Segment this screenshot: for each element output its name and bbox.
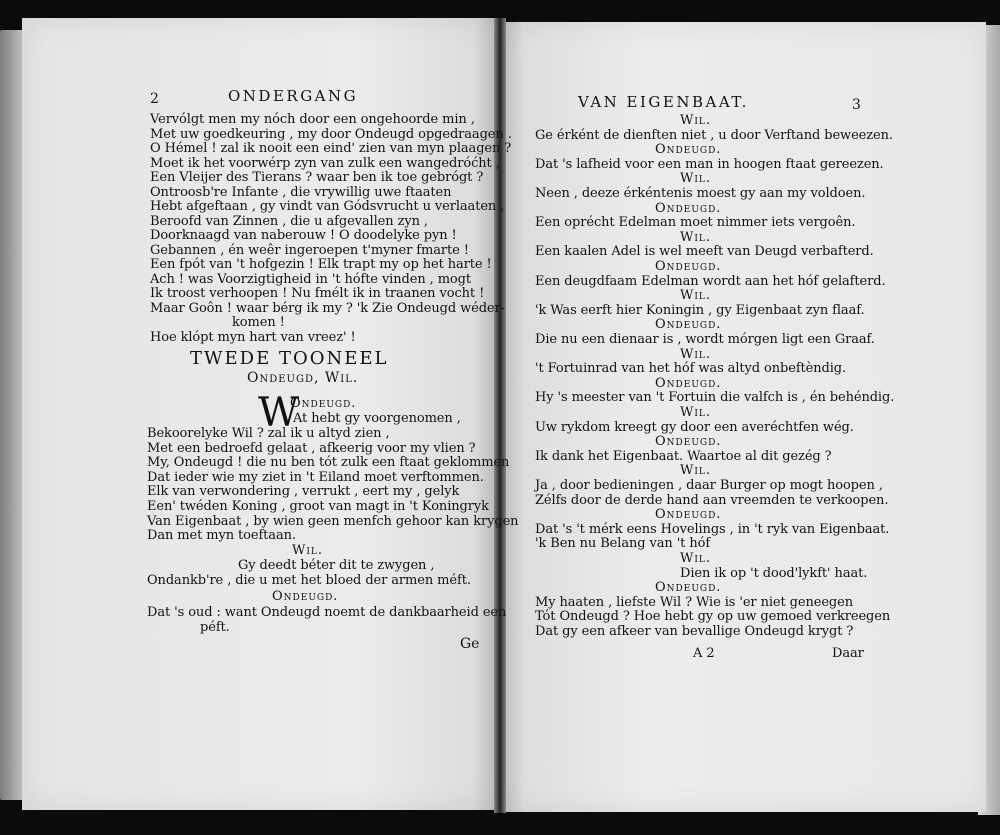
verse-line: Gebannen , én weêr ingeroepen t'myner fmarte ! [150, 242, 469, 258]
verse-line: Dat ieder wie my ziet in 't Eiland moet verftommen. [147, 469, 484, 485]
speaker-label: Wil. [680, 288, 712, 304]
verse-line: Ach ! was Voorzigtigheid in 't hófte vinden , mogt [150, 271, 471, 287]
verse-line: Bekoorelyke Wil ? zal ik u altyd zien , [147, 426, 390, 441]
speaker-label: Ondeugd. [655, 507, 722, 523]
speaker-label: Wil. [680, 405, 712, 420]
verse-line: Dan met myn toeftaan. [147, 528, 296, 544]
verse-line: Met een bedroefd gelaat , afkeerig voor my vlien ? [147, 440, 476, 456]
speaker-label: Ondeugd. [655, 200, 722, 216]
verse-line: Vervólgt men my nóch door een ongehoorde min , [150, 112, 475, 127]
verse-line: Dien ik op 't dood'lykft' haat. [680, 565, 868, 581]
verse-line: Gy deedt béter dit te zwygen , [238, 558, 435, 573]
verse-line: Dat 's lafheid voor een man in hoogen ftaat gereezen. [535, 156, 884, 172]
verse-line: Een' twéden Koning , groot van magt in 't Koningryk [147, 499, 489, 514]
verse-line: Hoe klópt myn hart van vreez' ! [150, 329, 356, 345]
scene-cast: Ondeugd, Wil. [247, 370, 359, 386]
speaker-label: Ondeugd. [655, 317, 722, 333]
verse-line: Elk van verwondering , verrukt , eert my , gelyk [147, 484, 460, 500]
verse-line: Een deugdfaam Edelman wordt aan het hóf gelafterd. [535, 273, 886, 289]
verse-line: Ondankb're , die u met het bloed der armen méft. [147, 573, 471, 588]
speaker-wil: Wil. [292, 543, 324, 558]
verse-line: Dat 's oud : want Ondeugd noemt de dankbaarheid een [147, 605, 507, 620]
verse-line: Ja , door bedieningen , daar Burger op mogt hoopen , [535, 478, 883, 493]
verse-line: 'k Ben nu Belang van 't hóf [535, 536, 711, 552]
verse-line: komen ! [232, 315, 285, 330]
verse-line: Ik troost verhoopen ! Nu fmélt ik in traanen vocht ! [150, 286, 485, 301]
verse-line: My haaten , liefste Wil ? Wie is 'er niet geneegen [535, 594, 854, 610]
verse-line: At hebt gy voorgenomen , [293, 411, 461, 426]
signature-mark: A 2 [693, 646, 715, 661]
verse-line: 't Fortuinrad van het hóf was altyd onbeftèndig. [535, 361, 847, 377]
speaker-label: Ondeugd. [655, 580, 722, 596]
speaker-label: Wil. [680, 113, 712, 128]
speaker-label: Ondeugd. [655, 375, 722, 391]
speaker-label: Wil. [680, 171, 712, 187]
speaker-ondeugd: Ondeugd. [290, 396, 357, 411]
verse-line: péft. [200, 620, 230, 635]
left-page-number: 2 [150, 91, 159, 107]
verse-line: Neen , deeze érkéntenis moest gy aan my voldoen. [535, 186, 866, 201]
verse-line: Zélfs door de derde hand aan vreemden te verkoopen. [535, 492, 889, 508]
scene-title: TWEDE TOONEEL [190, 348, 389, 369]
verse-line: Doorknaagd van naberouw ! O doodelyke pyn ! [150, 228, 457, 243]
speaker-label: Ondeugd. [655, 434, 722, 450]
speaker-ondeugd: Ondeugd. [272, 589, 339, 604]
verse-line: Van Eigenbaat , by wien geen menfch gehoor kan krygen [147, 513, 519, 529]
speaker-label: Wil. [680, 346, 712, 362]
verse-line: Ge érként de dienften niet , u door Verftand beweezen. [535, 127, 893, 143]
verse-line: 'k Was eerft hier Koningin , gy Eigenbaat zyn flaaf. [535, 302, 865, 318]
verse-line: Een oprécht Edelman moet nimmer iets vergoên. [535, 215, 856, 231]
verse-line: Ontroosb're Infante , die vrywillig uwe ftaaten [150, 184, 452, 200]
verse-line: Maar Goôn ! waar bérg ik my ? 'k Zie Ondeugd wéder- [150, 300, 505, 316]
verse-line: Een fpót van 't hofgezin ! Elk trapt my op het harte ! [150, 257, 492, 272]
verse-line: Dat gy een afkeer van bevallige Ondeugd krygt ? [535, 624, 854, 639]
verse-line: Beroofd van Zinnen , die u afgevallen zyn , [150, 213, 428, 229]
verse-line: Met uw goedkeuring , my door Ondeugd opgedraagen . [150, 126, 512, 142]
verse-line: O Hémel ! zal ik nooit een eind' zien van myn plaagen ? [150, 141, 512, 156]
right-page-number: 3 [852, 97, 861, 113]
verse-line: Dat 's 't mérk eens Hovelings , in 't ryk van Eigenbaat. [535, 521, 890, 537]
speaker-label: Wil. [680, 463, 712, 479]
drop-cap: W [258, 390, 300, 436]
verse-line: My, Ondeugd ! die nu ben tót zulk een ftaat geklommen [147, 455, 510, 471]
verse-line: Hebt afgeftaan , gy vindt van Gódsvrucht u verlaaten , [150, 199, 505, 214]
verse-line: Die nu een dienaar is , wordt mórgen ligt een Graaf. [535, 332, 875, 347]
verse-line: Moet ik het voorwérp zyn van zulk een wangedróćht , [150, 155, 500, 171]
verse-line: Hy 's meester van 't Fortuin die valfch is , én behéndig. [535, 390, 895, 406]
right-catchword: Daar [832, 646, 864, 661]
right-running-head: VAN EIGENBAAT. [578, 93, 749, 111]
verse-line: Tót Ondeugd ? Hoe hebt gy op uw gemoed verkreegen [535, 609, 891, 625]
left-catchword: Ge [460, 636, 480, 652]
verse-line: Een kaalen Adel is wel meeft van Deugd verbafterd. [535, 244, 874, 260]
speaker-label: Wil. [680, 229, 712, 245]
speaker-label: Ondeugd. [655, 259, 722, 274]
left-running-head: ONDERGANG [228, 87, 359, 105]
verse-line: Een Vleijer des Tierans ? waar ben ik toe gebrógt ? [150, 170, 484, 185]
verse-line: Ik dank het Eigenbaat. Waartoe al dit gezég ? [535, 448, 832, 464]
verse-line: Uw rykdom kreegt gy door een averéchtfen wég. [535, 419, 854, 435]
speaker-label: Wil. [680, 551, 712, 566]
speaker-label: Ondeugd. [655, 142, 722, 158]
